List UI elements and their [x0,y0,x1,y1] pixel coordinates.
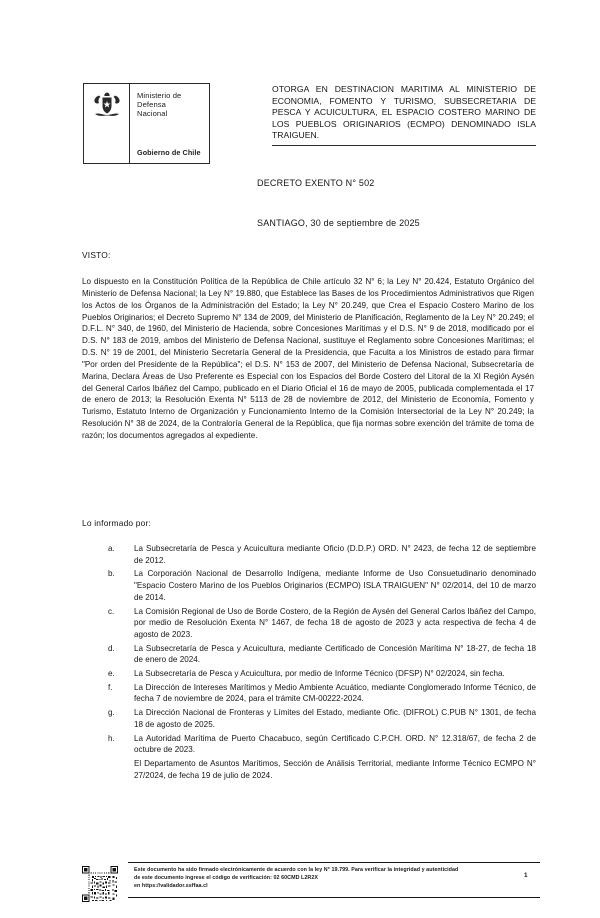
ministry-line-3: Nacional [137,109,168,119]
visto-label: VISTO: [82,250,111,260]
list-item [108,682,536,705]
list-item-text: La Comisión Regional de Uso de Borde Costero, de la Región de Aysén del General Carlos Ibáñez del Campo, por medio de Resolución Exenta N° 1467, de fecha 18 de agosto de 2023 y acta respectiva de fecha 4 de agosto de 2023. [134,606,536,639]
government-label: Gobierno de Chile [137,148,201,157]
document-header [0,0,600,228]
list-marker: a. [108,544,115,553]
list-item-text: La Subsecretaría de Pesca y Acuicultura, por medio de Informe Técnico (DFSP) N° 02/2024, sin fecha. [134,669,505,679]
list-marker: b. [108,569,115,579]
list-item [108,668,536,680]
list-marker: h. [108,733,115,743]
footer-top-rule [128,862,540,863]
ministry-line-2: Defensa [137,100,166,110]
list-marker: e. [108,669,115,679]
logo-text-cell [130,84,209,163]
footer-line-3: en https://validador.ssffaa.cl [134,883,208,889]
ministry-line-1: Ministerio de [137,91,182,100]
list-item-text: La Dirección de Intereses Marítimos y Medio Ambiente Acuático, mediante Conglomerado Informe Técnico, de fecha 7 de noviembre de 2024, para el trámite CM-00222-2024. [134,682,536,704]
list-item [108,643,536,666]
list-item-text: La Autoridad Marítima de Puerto Chacabuco, según Certificado C.P.CH. ORD. N° 12.318/67, de fecha 2 de octubre de 2023. [134,733,536,755]
list-item-text: La Subsecretaría de Pesca y Acuicultura, mediante Certificado de Concesión Marítima N° 18-27, de fecha 18 de enero de 2024. [134,643,536,665]
decree-title-block [272,84,536,146]
city-and-date: SANTIAGO, 30 de septiembre de 2025 [257,218,420,228]
list-item [108,733,536,756]
list-item-text: La Dirección Nacional de Fronteras y Límites del Estado, mediante Ofic. (DIFROL) C.PUB N° 1301, de fecha 18 de agosto de 2025. [134,708,536,729]
footer-line-1: Este documento ha sido firmado electrónicamente de acuerdo con la ley N° 19.799. Para verificar la integridad y autenticidad [134,867,459,873]
decree-number: DECRETO EXENTO N° 502 [257,178,375,188]
list-marker: f. [108,682,113,692]
list-item [108,568,536,603]
list-item-text: La Corporación Nacional de Desarrollo Indígena, mediante Informe de Uso Consuetudinario denominado "Espacio Costero Marino de los Pueblos Originarios (ECMPO) ISLA TRAIGUEN" N° 02/2014, del 10 de marzo de 2014. [134,569,536,602]
list-item [108,707,536,730]
list-item-text: El Departamento de Asuntos Marítimos, Sección de Análisis Territorial, mediante Informe Técnico ECMPO N° 27/2024, de fecha 19 de julio de 2024. [134,758,536,780]
informado-label: Lo informado por: [82,518,152,528]
page-number: 1 [524,872,528,879]
document-footer [0,860,600,918]
ministry-name [137,91,209,119]
informado-list [108,543,536,783]
footer-line-2: de este documento ingrese el código de verificación: 02 60CMD L2R2X [134,875,318,881]
list-item [108,543,536,566]
chilean-coat-of-arms-icon [92,92,122,118]
signature-verification-notice [134,866,514,890]
verification-qr-code-icon [82,866,118,902]
decree-title: OTORGA EN DESTINACION MARITIMA AL MINISTERIO DE ECONOMIA, FOMENTO Y TURISMO, SUBSECRETARIA DE PESCA Y ACUICULTURA, EL ESPACIO COSTERO MARINO DE LOS PUEBLOS ORIGINARIOS (ECMPO) DENOMINADO ISLA TRAIGUEN. [272,84,536,141]
list-marker: g. [108,708,115,718]
ministry-logo-box [83,83,210,164]
list-item-text: La Subsecretaría de Pesca y Acuicultura mediante Oficio (D.D.P.) ORD. N° 2423, de fecha 12 de septiembre de 2012. [134,544,536,565]
crest-cell [84,84,130,163]
list-item [108,606,536,641]
footer-bottom-rule [128,897,540,898]
list-marker: d. [108,643,115,653]
title-underline [272,145,536,146]
list-item [108,758,536,781]
list-marker: c. [108,606,115,616]
visto-paragraph: Lo dispuesto en la Constitución Política de la República de Chile artículo 32 N° 6; la Ley N° 20.424, Estatuto Orgánico del Ministerio de Defensa Nacional; la Ley N° 19.880, que Establece las Bases de los Procedimientos Administrativos que Rigen los Actos de los Órganos de la Administración del Estado; la Ley N° 20.249, que Crea el Espacio Costero Marino de los Pueblos Originarios; el Decreto Supremo N° 134 de 2009, del Ministerio de Planificación, Reglamento de la Ley N° 20.249; el D.F.L. N° 340, de 1960, del Ministerio de Hacienda, sobre Concesiones Marítimas y el D.S. N° 9 de 2018, modificado por el D.S. N° 183 de 2019, ambos del Ministerio de Defensa Nacional, sustituye el Reglamento sobre Concesiones Marítimas; el D.S. N° 19 de 2001, del Ministerio Secretaría General de la Presidencia, que Faculta a los Ministros de estado para firmar "Por orden del Presidente de la República"; el D.S. N° 153 de 2007, del Ministerio de Defensa Nacional, Subsecretaría de Marina, Declara Áreas de Uso Preferente es Especial con los Espacios del Borde Costero del Litoral de la XI Región Aysén del General Carlos Ibáñez del Campo, publicado en el Diario Oficial el 16 de mayo de 2005, publicada complementada el 17 de enero de 2013; la Resolución Exenta N° 5113 de 28 de noviembre de 2012, del Ministerio de Economía, Fomento y Turismo, Estatuto Interno de Organización y Funcionamiento Interno de la Comisión Intersectorial de la Ley N° 20.249; la Resolución N° 38 de 2024, de la Contraloría General de la República, que fija normas sobre exención del trámite de toma de razón; los documentos agregados al expediente. [82,277,534,440]
